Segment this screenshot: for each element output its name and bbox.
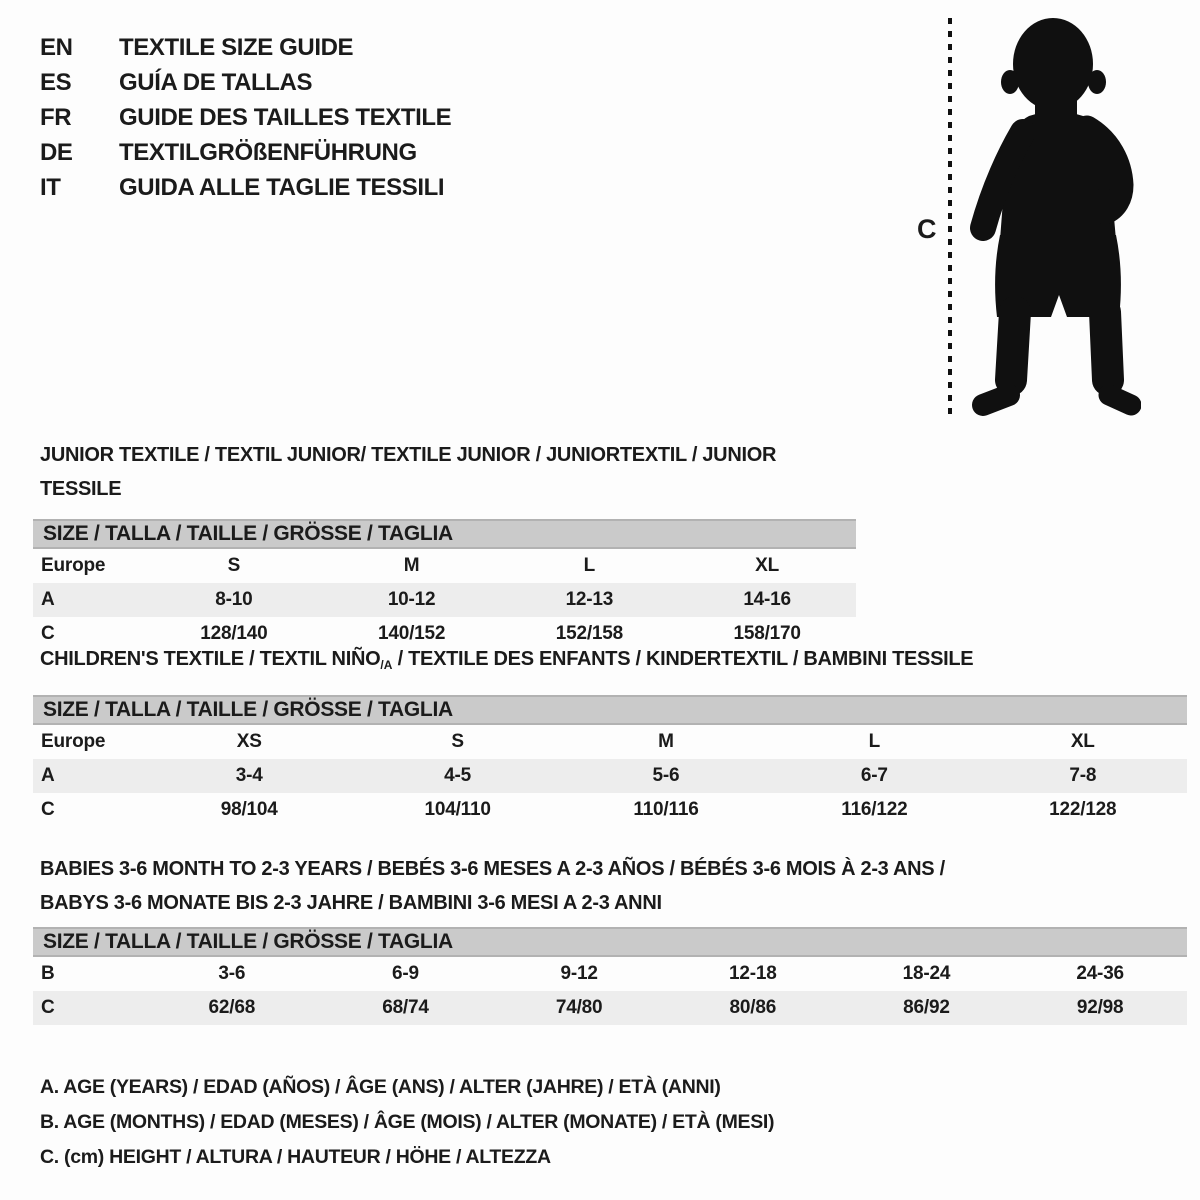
title-subscript: /A bbox=[380, 658, 393, 672]
size-value-cell: XL bbox=[1070, 731, 1095, 752]
language-code: ES bbox=[40, 69, 72, 96]
language-row bbox=[40, 100, 451, 135]
toddler-figure bbox=[915, 12, 1160, 424]
guide-title: GUÍA DE TALLAS bbox=[119, 69, 313, 96]
height-measure-label: C bbox=[917, 214, 937, 244]
title-part: / TEXTILE DES ENFANTS / KINDERTEXTIL / BAMBINI TESSILE bbox=[392, 648, 974, 670]
guide-title: GUIDE DES TAILLES TEXTILE bbox=[119, 104, 452, 131]
size-header-bar: SIZE / TALLA / TAILLE / GRÖSSE / TAGLIA bbox=[33, 695, 1187, 725]
size-value-cell: 104/110 bbox=[424, 799, 491, 820]
row-label-cell: A bbox=[41, 589, 55, 610]
table-row bbox=[33, 759, 1187, 793]
language-row bbox=[40, 30, 451, 65]
size-value-cell: XL bbox=[755, 555, 780, 576]
note-height-cm: C. (cm) HEIGHT / ALTURA / HAUTEUR / HÖHE / ALTEZZA bbox=[40, 1146, 551, 1168]
babies-section-title bbox=[40, 852, 1187, 920]
babies-textile-section bbox=[33, 852, 1187, 1025]
title-line: BABIES 3-6 MONTH TO 2-3 YEARS / BEBÉS 3-6 MESES A 2-3 AÑOS / BÉBÉS 3-6 MOIS À 2-3 ANS / bbox=[40, 858, 945, 880]
size-value-cell: 6-9 bbox=[392, 963, 419, 984]
table-row bbox=[33, 725, 1187, 759]
childrens-textile-section bbox=[33, 642, 1187, 827]
note-age-months: B. AGE (MONTHS) / EDAD (MESES) / ÂGE (MOIS) / ALTER (MONATE) / ETÀ (MESI) bbox=[40, 1111, 775, 1133]
size-value-cell: 152/158 bbox=[555, 623, 624, 644]
language-code: DE bbox=[40, 139, 73, 166]
language-code: EN bbox=[40, 34, 73, 61]
size-value-cell: 7-8 bbox=[1069, 765, 1097, 786]
childrens-section-title bbox=[40, 642, 1187, 682]
size-value-cell: 62/68 bbox=[208, 997, 256, 1018]
size-value-cell: M bbox=[403, 555, 420, 576]
size-header-bar: SIZE / TALLA / TAILLE / GRÖSSE / TAGLIA bbox=[33, 519, 856, 549]
size-value-cell: 128/140 bbox=[200, 623, 268, 644]
language-code: IT bbox=[40, 174, 61, 201]
table-row bbox=[33, 549, 856, 583]
childrens-size-table bbox=[33, 725, 1187, 827]
row-label-cell: A bbox=[41, 765, 55, 786]
title-part: CHILDREN'S TEXTILE / TEXTIL NIÑO bbox=[40, 648, 381, 670]
size-value-cell: 122/128 bbox=[1049, 799, 1117, 820]
table-row bbox=[33, 991, 1187, 1025]
size-value-cell: 18-24 bbox=[902, 963, 951, 984]
table-row bbox=[33, 957, 1187, 991]
size-header-bar: SIZE / TALLA / TAILLE / GRÖSSE / TAGLIA bbox=[33, 927, 1187, 957]
language-row bbox=[40, 135, 451, 170]
size-value-cell: 98/104 bbox=[220, 799, 278, 820]
row-label-cell: Europe bbox=[41, 555, 106, 576]
size-value-cell: 9-12 bbox=[560, 963, 598, 984]
size-value-cell: 110/116 bbox=[633, 799, 699, 820]
size-value-cell: 92/98 bbox=[1076, 997, 1124, 1018]
table-row bbox=[33, 793, 1187, 827]
size-value-cell: 86/92 bbox=[903, 997, 950, 1018]
size-value-cell: L bbox=[583, 555, 596, 576]
size-value-cell: 12-13 bbox=[565, 589, 614, 610]
junior-section-title: JUNIOR TEXTILE / TEXTIL JUNIOR/ TEXTILE JUNIOR / JUNIORTEXTIL / JUNIOR TESSILE bbox=[40, 444, 777, 500]
size-value-cell: 12-18 bbox=[728, 963, 777, 984]
size-value-cell: S bbox=[227, 555, 241, 576]
junior-size-table bbox=[33, 549, 856, 651]
legend-notes bbox=[40, 1070, 774, 1175]
size-value-cell: 80/86 bbox=[729, 997, 777, 1018]
size-value-cell: L bbox=[868, 731, 881, 752]
size-value-cell: 3-4 bbox=[235, 765, 263, 786]
language-title-block bbox=[40, 30, 451, 205]
row-label-cell: C bbox=[41, 997, 55, 1018]
row-label-cell: C bbox=[41, 623, 55, 644]
guide-title: GUIDA ALLE TAGLIE TESSILI bbox=[119, 174, 445, 201]
size-value-cell: 158/170 bbox=[733, 623, 801, 644]
size-value-cell: 74/80 bbox=[555, 997, 603, 1018]
size-value-cell: 6-7 bbox=[860, 765, 888, 786]
language-row bbox=[40, 170, 451, 205]
table-row bbox=[33, 583, 856, 617]
size-value-cell: 24-36 bbox=[1076, 963, 1124, 984]
junior-textile-section bbox=[33, 438, 856, 651]
title-line: BABYS 3-6 MONATE BIS 2-3 JAHRE / BAMBINI 3-6 MESI A 2-3 ANNI bbox=[40, 892, 662, 914]
size-value-cell: S bbox=[451, 731, 464, 752]
row-label-cell: Europe bbox=[41, 731, 106, 752]
babies-size-table bbox=[33, 957, 1187, 1025]
language-code: FR bbox=[40, 104, 72, 131]
guide-title: TEXTILGRÖßENFÜHRUNG bbox=[119, 139, 417, 166]
size-value-cell: 140/152 bbox=[377, 623, 446, 644]
size-value-cell: 116/122 bbox=[841, 799, 908, 820]
size-value-cell: 68/74 bbox=[382, 997, 429, 1018]
size-value-cell: M bbox=[658, 731, 674, 752]
size-value-cell: 8-10 bbox=[215, 589, 253, 610]
guide-title: TEXTILE SIZE GUIDE bbox=[119, 34, 354, 61]
toddler-silhouette-icon bbox=[963, 14, 1141, 419]
size-value-cell: 5-6 bbox=[652, 765, 680, 786]
language-row bbox=[40, 65, 451, 100]
size-value-cell: XS bbox=[236, 731, 262, 752]
row-label-cell: C bbox=[41, 799, 55, 820]
size-value-cell: 3-6 bbox=[218, 963, 246, 984]
row-label-cell: B bbox=[41, 963, 55, 984]
note-age-years: A. AGE (YEARS) / EDAD (AÑOS) / ÂGE (ANS) / ALTER (JAHRE) / ETÀ (ANNI) bbox=[40, 1076, 721, 1098]
height-dashed-line bbox=[948, 18, 952, 418]
size-value-cell: 4-5 bbox=[444, 765, 472, 786]
size-value-cell: 10-12 bbox=[387, 589, 436, 610]
size-value-cell: 14-16 bbox=[743, 589, 791, 610]
